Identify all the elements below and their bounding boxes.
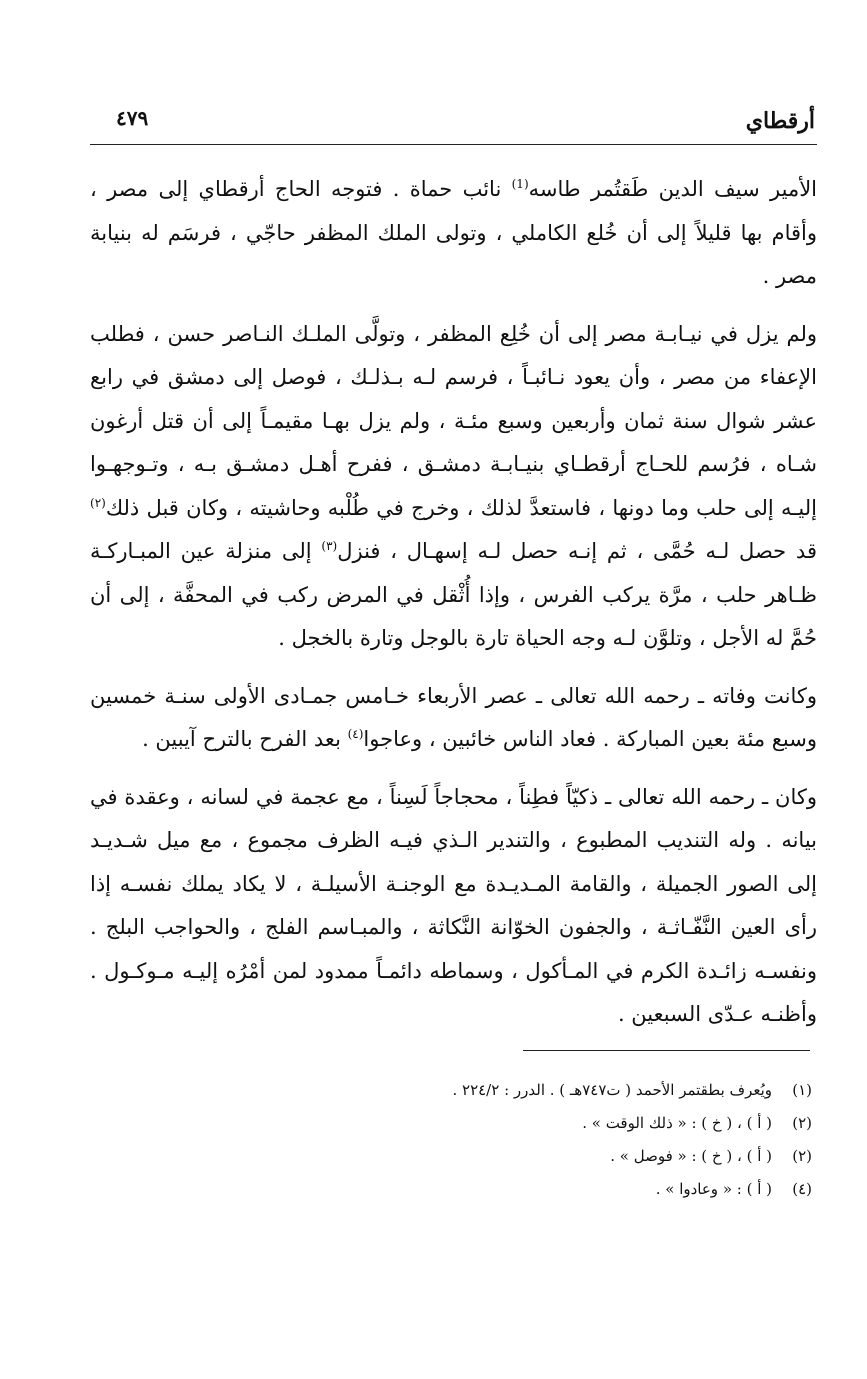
paragraph-text: بعد الفرح بالترح آيبين . (142, 727, 348, 751)
footnote-text: ( أ ) ، ( خ ) : « ذلك الوقت » . (582, 1114, 772, 1132)
main-text (90, 168, 817, 1051)
running-title: أرقطاي (745, 108, 815, 134)
footnote-number: (١) (792, 1081, 812, 1099)
footnote-number: (٢) (792, 1147, 812, 1165)
paragraph (90, 776, 817, 1037)
footnote-text: ( أ ) : « وعادوا » . (655, 1180, 772, 1198)
paragraph-text: ولم يزل في نيـابـة مصر إلى أن خُلِع المظفر ، وتولَّى الملـك النـاصر حسن ، فطلب الإعفاء من مصر ، وأن يعود نـائبـاً ، فرسم لـه بـذلـك ، فوصل إلى دمشق في رابع عشر شوال سنة ثمان وأربعين وسبع مئـة ، ولم يزل بهـا مقيمـاً إلى أن قتل أرغون شـاه ، فرُسم للحـاج أرقطـاي بنيـابـة دمشـق ، ففرح أهـل دمشـق بـه ، وتـوجهـوا إليـه إلى حلب وما دونها ، فاستعدَّ لذلك ، وخرج في طُلْبه وحاشيته ، وكان قبل ذلك (90, 321, 817, 520)
page-number: ٤٧٩ (116, 106, 149, 130)
footnote-reference: (٢) (90, 495, 106, 510)
paragraph-text: قد حصل لـه حُمَّى ، ثم إنـه حصل لـه إسهـال ، فنزل (337, 539, 817, 563)
footnote-item (90, 1140, 812, 1173)
footnote-separator (523, 1050, 810, 1051)
footnote-reference: (٣) (321, 539, 338, 553)
paragraph (90, 168, 817, 299)
footnote-item (90, 1074, 812, 1107)
footnote-reference: (1) (511, 177, 529, 191)
paragraph-text: نائب حماة . فتوجه الحاج أرقطاي إلى مصر ، وأقام بها قليلاً إلى أن خُلع الكاملي ، وتولى الملك المظفر حاجّي ، فرسَم له بنيابة مصر . (90, 177, 817, 288)
paragraph-text: وكان ـ رحمه الله تعالى ـ ذكيّاً فطِناً ، محجاجاً لَسِناً ، مع عجمة في لسانه ، وعقدة في بيانه . وله التنديب المطبوع ، والتندير الـذي فيـه الظرف مجموع ، مع ميل شـديـد إلى الصور الجميلة ، والقامة المـديـدة مع الوجنـة الأسيلـة ، لا يكاد يملك نفسـه إذا رأى العين النَّفّـاثـة ، والجفون الخوّانة النَّكاثة ، والمبـاسم الفلج ، والحواجب البلج . ونفسـه زائـدة الكرم في المـأكول ، وسماطه دائمـاً ممدود لمن أمْرُه إليـه مـوكـول . وأظنـه عـدّى السبعين . (90, 784, 817, 1026)
paragraph-text: وكانت وفاته ـ رحمه الله تعالى ـ عصر الأربعاء خـامس جمـادى الأولى سنـة خمسين وسبع مئة بعين المباركة . فعاد الناس خائبين ، وعاجوا (90, 683, 817, 751)
paragraph-text: الأمير سيف الدين طَقتُمر طاسه (528, 177, 818, 201)
footnote-text: ( أ ) ، ( خ ) : « فوصل » . (610, 1147, 772, 1165)
paragraph-text: إلى منزلة عين المبـاركـة ظـاهر حلب ، مرَّة يركب الفرس ، وإذا أُثْقل في المرض ركب في المحفَّة ، إلى أن حُمَّ له الأجل ، وتلوَّن لـه وجه الحياة تارة بالوجل وتارة بالخجل . (90, 539, 817, 650)
footnote-number: (٢) (792, 1114, 812, 1132)
paragraph (90, 675, 817, 762)
page-header (90, 100, 817, 145)
footnotes-list (90, 1074, 812, 1206)
footnote-text: ويُعرف بطقتمر الأحمد ( ت٧٤٧هـ ) . الدرر : ٢٢٤/٢ . (452, 1081, 772, 1099)
footnote-item (90, 1173, 812, 1206)
footnote-number: (٤) (792, 1180, 812, 1198)
footnote-item (90, 1107, 812, 1140)
paragraph (90, 313, 817, 661)
footnote-reference: (٤) (347, 727, 364, 741)
